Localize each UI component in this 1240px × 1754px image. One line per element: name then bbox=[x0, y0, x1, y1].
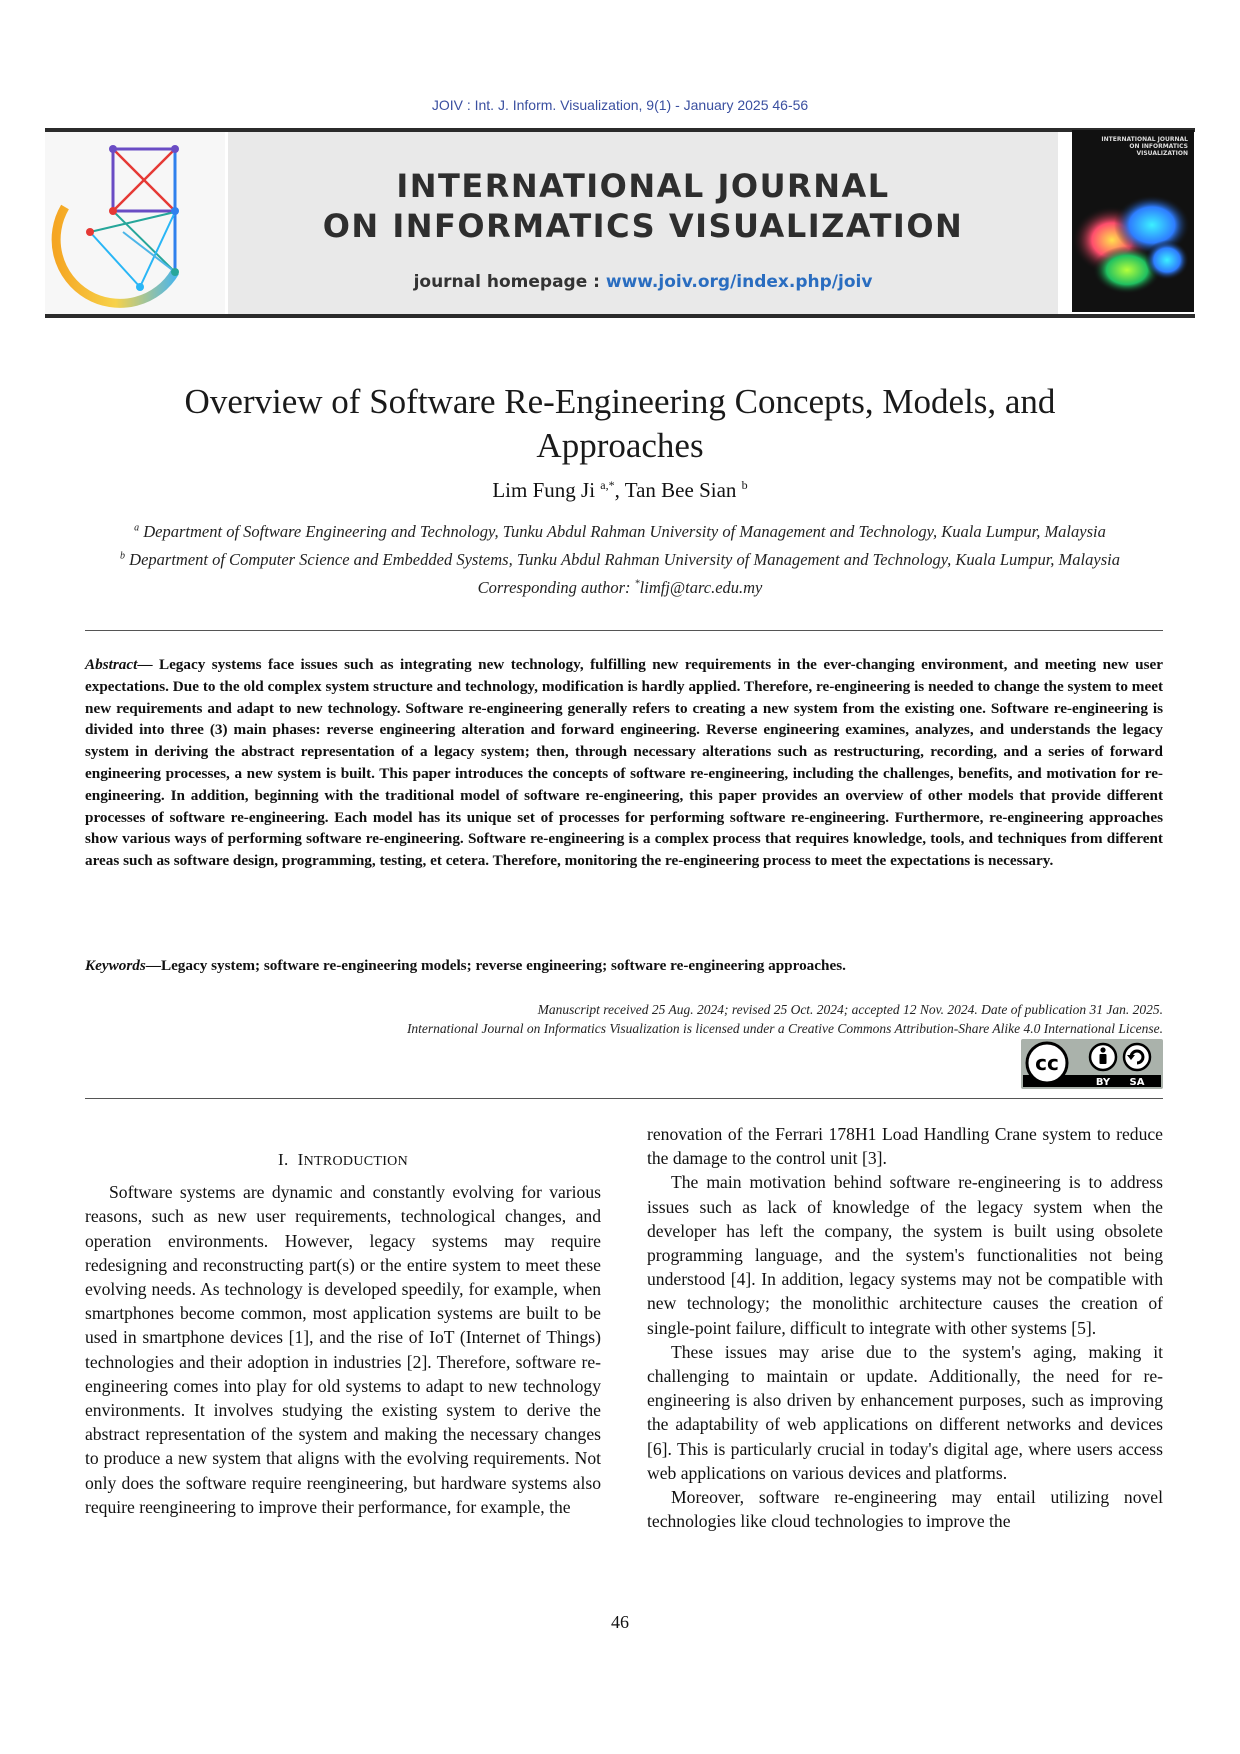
keywords bbox=[85, 957, 1163, 975]
cc-sa-label: SA bbox=[1129, 1077, 1145, 1088]
corresponding-author bbox=[0, 578, 1240, 598]
left-column bbox=[85, 1148, 601, 1519]
cover-title: INTERNATIONAL JOURNAL ON INFORMATICS VISUALIZATION bbox=[1101, 136, 1188, 157]
right-column bbox=[647, 1122, 1163, 1533]
section-title-initial: I bbox=[297, 1150, 304, 1169]
cc-license-icon bbox=[1021, 1039, 1163, 1089]
affiliation-b bbox=[0, 550, 1240, 570]
journal-name-line1: INTERNATIONAL JOURNAL bbox=[396, 167, 890, 205]
journal-name bbox=[228, 166, 1058, 246]
joiv-logo-icon bbox=[45, 132, 225, 314]
cc-mark: cc bbox=[1035, 1051, 1059, 1075]
paragraph: These issues may arise due to the system's aging, making it challenging to maintain or update. Additionally, the need for re-engineering is also driven by enhancement purposes, such as improving the adaptability of web applications on different networks and devices [6]. This is particularly crucial in today's digital age, where users access web applications on various devices and platforms. bbox=[647, 1341, 1163, 1483]
author-1-affil: a,* bbox=[600, 478, 615, 492]
paragraph: The main motivation behind software re-engineering is to address issues such as lack of knowledge of the legacy system when the developer has left the company, the system is built using obsolete programming language, and the system's functionalities not being understood [4]. In addition, legacy systems may not be compatible with new technology; the monolithic architecture causes the creation of single-point failure, difficult to integrate with other systems [5]. bbox=[647, 1172, 1163, 1338]
corresponding-mark: * bbox=[634, 578, 640, 590]
journal-name-line2: ON INFORMATICS VISUALIZATION bbox=[322, 207, 964, 245]
affiliation-a-text: Department of Software Engineering and Technology, Tunku Abdul Rahman University of Management and Technology, Kuala Lumpur, Malaysia bbox=[143, 522, 1106, 541]
masthead-bottom-rule bbox=[45, 314, 1195, 318]
homepage-label: journal homepage : bbox=[413, 272, 600, 292]
license-statement: International Journal on Informatics Visualization is licensed under a Creative Commons Attribution-Share Alike 4.0 International License. bbox=[406, 1021, 1163, 1036]
abstract-label: Abstract bbox=[85, 656, 138, 673]
journal-logo bbox=[45, 132, 225, 314]
author-2-affil: b bbox=[741, 478, 748, 492]
homepage-link[interactable]: www.joiv.org/index.php/joiv bbox=[605, 272, 873, 292]
journal-citation: JOIV : Int. J. Inform. Visualization, 9(1) - January 2025 46-56 bbox=[431, 97, 809, 113]
keywords-text: —Legacy system; software re-engineering models; reverse engineering; software re-engineering approaches. bbox=[145, 957, 846, 974]
paragraph: Software systems are dynamic and constantly evolving for various reasons, such as new user requirements, technological changes, and operation environments. However, legacy systems may require redesigning and reconstructing part(s) or the entire system to meet these evolving needs. As technology is developed speedily, for example, when smartphones become common, most application systems are built to be used in smartphone devices [1], and the rise of IoT (Internet of Things) technologies and their adoption in industries [2]. Therefore, software re-engineering comes into play for old systems to adapt to new technology environments. It involves studying the existing system to derive the abstract representation of the system and making the necessary changes to produce a new system that aligns with the evolving requirements. Not only does the software require reengineering, but hardware systems also require reengineering to improve their performance, for example, the bbox=[85, 1182, 601, 1517]
abstract-top-rule bbox=[85, 630, 1163, 631]
keywords-label: Keywords bbox=[85, 957, 146, 974]
author-2: Tan Bee Sian bbox=[624, 478, 737, 502]
affiliation-a-mark: a bbox=[134, 522, 140, 534]
manuscript-dates: Manuscript received 25 Aug. 2024; revised 25 Oct. 2024; accepted 12 Nov. 2024. Date of publication 31 Jan. 2025. bbox=[537, 1002, 1163, 1017]
body-top-rule bbox=[85, 1098, 1163, 1099]
corresponding-label: Corresponding author: bbox=[477, 578, 635, 597]
cc-by-sa-badge[interactable] bbox=[1021, 1039, 1163, 1089]
manuscript-info bbox=[85, 1000, 1163, 1038]
journal-homepage bbox=[228, 272, 1058, 292]
cover-network-icon bbox=[1072, 130, 1194, 312]
cc-by-label: BY bbox=[1095, 1077, 1111, 1088]
affiliation-b-text: Department of Computer Science and Embedded Systems, Tunku Abdul Rahman University of Management and Technology, Kuala Lumpur, Malaysia bbox=[129, 550, 1120, 569]
section-heading-introduction bbox=[85, 1148, 601, 1174]
section-title-rest: NTRODUCTION bbox=[303, 1154, 408, 1169]
abstract-text: — Legacy systems face issues such as integrating new technology, fulfilling new requirements in the ever-changing environment, and meeting new user expectations. Due to the old complex system structure and technology, modification is hardly applied. Therefore, re-engineering is needed to change the system to meet new requirements and adapt to new technology. Software re-engineering generally refers to creating a new system from the existing one. Software re-engineering is divided into three (3) main phases: reverse engineering alteration and forward engineering. Reverse engineering examines, analyzes, and understands the legacy system in deriving the abstract representation of a legacy system; then, through necessary alterations such as restructuring, recording, and a series of forward engineering processes, a new system is built. This paper introduces the concepts of software re-engineering, including the challenges, benefits, and motivation for re-engineering. In addition, beginning with the traditional model of software re-engineering, this paper provides an overview of other models that provide different processes of software re-engineering. Each model has its unique set of processes for performing software re-engineering. Furthermore, re-engineering approaches show various ways of performing software re-engineering. Software re-engineering is a complex process that requires knowledge, tools, and techniques from different areas such as software design, programming, testing, et cetera. Therefore, monitoring the re-engineering process to meet the expectations is necessary. bbox=[85, 656, 1163, 870]
page-number: 46 bbox=[611, 1612, 629, 1632]
author-1: Lim Fung Ji bbox=[492, 478, 596, 502]
affiliation-b-mark: b bbox=[120, 550, 126, 562]
section-number: I. bbox=[278, 1150, 289, 1169]
abstract bbox=[85, 654, 1163, 872]
affiliation-a bbox=[0, 522, 1240, 542]
paragraph: Moreover, software re-engineering may entail utilizing novel technologies like cloud technologies to improve the bbox=[647, 1487, 1163, 1532]
paper-title: Overview of Software Re-Engineering Concepts, Models, and Approaches bbox=[184, 382, 1056, 465]
corresponding-email[interactable]: limfj@tarc.edu.my bbox=[639, 578, 763, 597]
author-line: Lim Fung Ji $^{a,*}$, Tan Bee Sian $^b$ bbox=[492, 478, 748, 502]
journal-cover-image bbox=[1072, 130, 1194, 312]
paragraph: renovation of the Ferrari 178H1 Load Handling Crane system to reduce the damage to the control unit [3]. bbox=[647, 1124, 1163, 1169]
